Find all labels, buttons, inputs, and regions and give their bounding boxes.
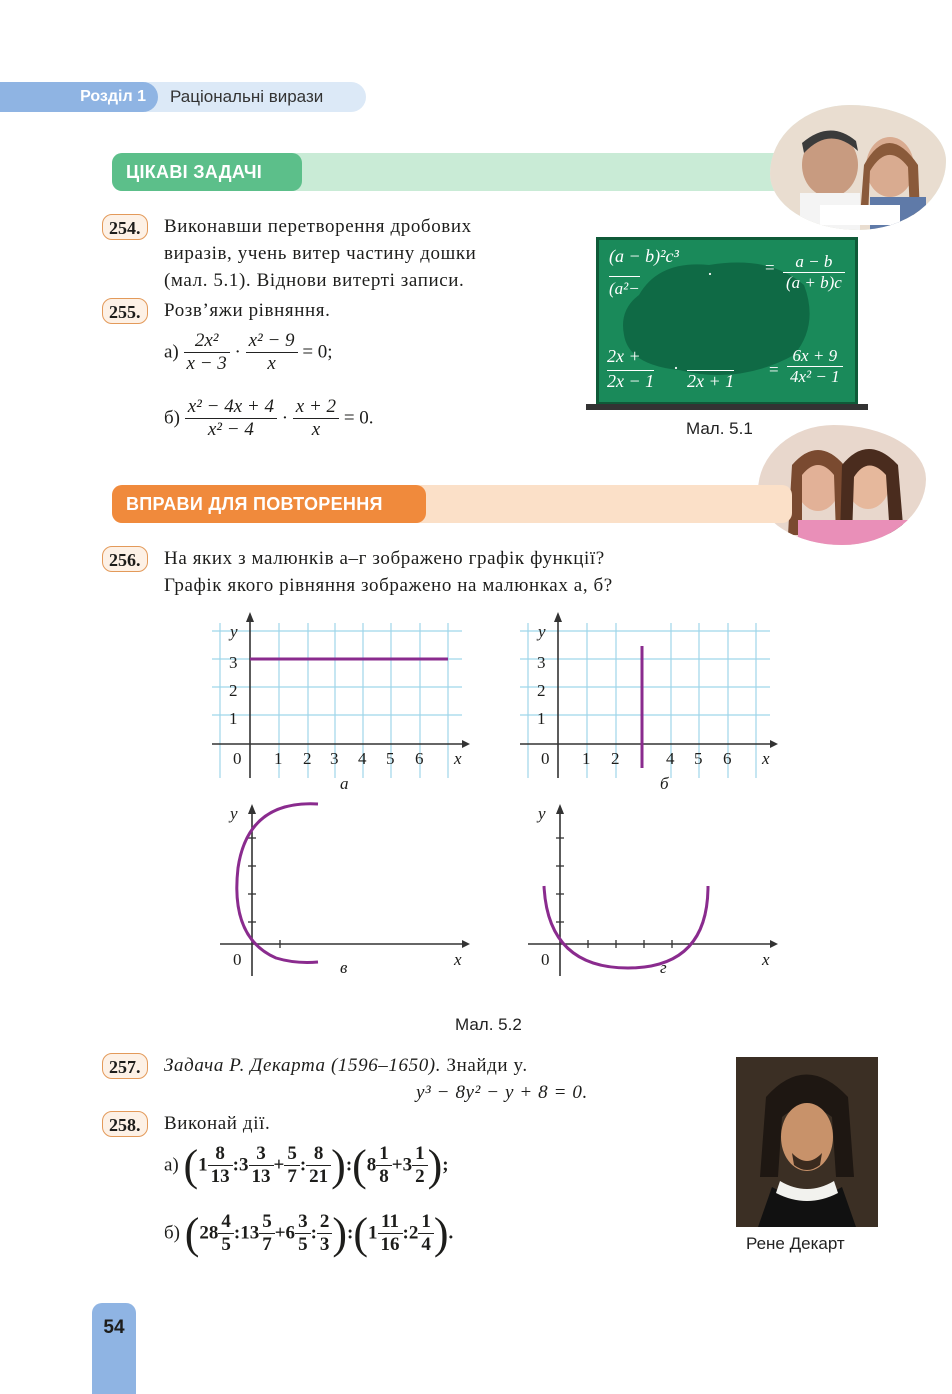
figure-caption: Мал. 5.1: [686, 419, 753, 438]
tick-label: 6: [415, 749, 424, 768]
section-label: Розділ 1: [0, 82, 158, 112]
problem-instruction: Знайди y.: [446, 1055, 528, 1076]
axis-label-x: x: [454, 749, 462, 768]
board-fraction: $\frac{6x + 9}{\text{4x² − 1}}$: [787, 346, 843, 387]
tick-label: 5: [386, 749, 395, 768]
axis-label-x: x: [454, 950, 462, 969]
fraction: $\frac{\text{x² − 9}}{x}$: [246, 330, 298, 375]
equation-b: б) $\frac{\text{x² − 4x + 4}}{\text{x² − 4}}$ · $\frac{x + 2}{x}$ = 0.: [164, 396, 374, 440]
arrow-icon: [554, 612, 562, 622]
arrow-icon: [556, 804, 564, 814]
expression-b: б) (28 $\frac{4}{5}$ :13 $\frac{5}{7}$ +6 $\frac{3}{5}$ : $\frac{2}{3}$ ):(1 $\frac{11}{16}$ :2 $\frac{1}{4}$ ).: [164, 1209, 454, 1258]
figure-caption: Мал. 5.2: [455, 1015, 522, 1034]
board-fraction: $\frac{a - b}{(a + b)c}$: [783, 252, 845, 293]
tick-label: 4: [666, 749, 675, 768]
axis-label-y: y: [230, 622, 238, 641]
arrow-icon: [770, 940, 778, 948]
graph-v: [220, 804, 470, 976]
item-label: а): [164, 341, 179, 363]
item-label: а): [164, 1154, 179, 1176]
item-label: б): [164, 407, 180, 429]
axis-label-x: x: [762, 749, 770, 768]
origin-label: 0: [541, 749, 550, 768]
problem-text: [164, 213, 476, 294]
text-line: На яких з малюнків а–г зображено графік функції?: [164, 548, 605, 569]
tick-label: 6: [723, 749, 732, 768]
tick-label: 4: [358, 749, 367, 768]
board-eq: =: [769, 360, 779, 379]
function-curve: [544, 886, 708, 968]
board-expr: 2x − 1: [607, 371, 655, 391]
tick-label: 1: [274, 749, 283, 768]
students-photo: [770, 105, 946, 230]
section-tag-interesting: ЦІКАВІ ЗАДАЧІ: [112, 153, 302, 191]
board-expr: 2x + 1: [687, 371, 735, 391]
problem-title: Задача Р. Декарта (1596–1650).: [164, 1055, 442, 1076]
tick-label: 3: [330, 749, 339, 768]
fraction: $\frac{\text{2x²}}{x - 3}$: [184, 330, 230, 375]
problem-text: Розв’яжи рівняння.: [164, 300, 331, 321]
equation: y³ − 8y² − y + 8 = 0.: [416, 1082, 588, 1103]
board-dot: ·: [707, 264, 713, 284]
board-expr: 2x +: [607, 346, 641, 366]
origin-label: 0: [233, 950, 242, 969]
arrow-icon: [462, 740, 470, 748]
function-curve: [237, 804, 318, 963]
arrow-icon: [462, 940, 470, 948]
graph-label: г: [660, 958, 667, 977]
page-number: 54: [92, 1303, 136, 1394]
tick-label: 2: [537, 681, 546, 700]
section-title: Раціональні вирази: [170, 87, 324, 106]
y-ticks: [537, 649, 546, 733]
tick-label: 3: [229, 653, 238, 672]
axis-label-x: x: [762, 950, 770, 969]
chalkboard: [596, 237, 858, 405]
tick-label: 2: [303, 749, 312, 768]
tick-label: 5: [694, 749, 703, 768]
graph-label: б: [660, 774, 669, 793]
problem-text: [164, 1052, 528, 1079]
tick-label: 3: [537, 653, 546, 672]
arrow-icon: [770, 740, 778, 748]
equation-a: а) $\frac{\text{2x²}}{x - 3}$ · $\frac{\text{x² − 9}}{x}$ = 0;: [164, 330, 333, 374]
text-line: Виконавши перетворення дробових: [164, 216, 472, 237]
tick-label: 2: [611, 749, 620, 768]
tick-label: 2: [229, 681, 238, 700]
board-eq: =: [765, 258, 775, 277]
arrow-icon: [246, 612, 254, 622]
expression-a: а) (1 $\frac{8}{13}$ :3 $\frac{3}{13}$ + $\frac{5}{7}$ : $\frac{8}{21}$ ):(8 $\frac{1}{8}$ +3 $\frac{1}{2}$ );: [164, 1141, 449, 1190]
item-label: б): [164, 1222, 180, 1244]
board-dot: ·: [673, 358, 679, 378]
graphs-figure: [200, 608, 800, 998]
problem-number: 256.: [102, 546, 148, 572]
axis-label-y: y: [230, 804, 238, 823]
origin-label: 0: [541, 950, 550, 969]
tick-label: 1: [582, 749, 591, 768]
problem-text: Виконай дії.: [164, 1113, 271, 1134]
descartes-portrait: [736, 1057, 878, 1227]
graph-g: [528, 804, 778, 976]
graph-label: а: [340, 774, 349, 793]
graph-a: [212, 612, 470, 778]
text-line: виразів, учень витер частину дошки: [164, 243, 477, 264]
problem-number: 254.: [102, 214, 148, 240]
portrait-caption: Рене Декарт: [746, 1234, 845, 1253]
fraction: $\frac{\text{x² − 4x + 4}}{\text{x² − 4}}$: [185, 396, 277, 441]
tick-label: 1: [229, 709, 238, 728]
graph-b: [520, 612, 778, 778]
problem-text: [164, 545, 613, 599]
board-expr: (a²−: [609, 276, 640, 299]
problem-number: 257.: [102, 1053, 148, 1079]
fraction: $\frac{x + 2}{x}$: [293, 396, 339, 441]
arrow-icon: [248, 804, 256, 814]
axis-label-y: y: [538, 804, 546, 823]
text-line: (мал. 5.1). Віднови витерті записи.: [164, 270, 465, 291]
tick-label: 1: [537, 709, 546, 728]
origin-label: 0: [233, 749, 242, 768]
graph-label: в: [340, 958, 348, 977]
problem-number: 258.: [102, 1111, 148, 1137]
problem-number: 255.: [102, 298, 148, 324]
text-line: Графік якого рівняння зображено на малюнках а, б?: [164, 575, 613, 596]
board-expr: (a − b)²c³: [609, 246, 679, 266]
y-ticks: [229, 649, 238, 733]
chalk-ledge: [586, 404, 868, 410]
section-tag-review: ВПРАВИ ДЛЯ ПОВТОРЕННЯ: [112, 485, 426, 523]
axis-label-y: y: [538, 622, 546, 641]
